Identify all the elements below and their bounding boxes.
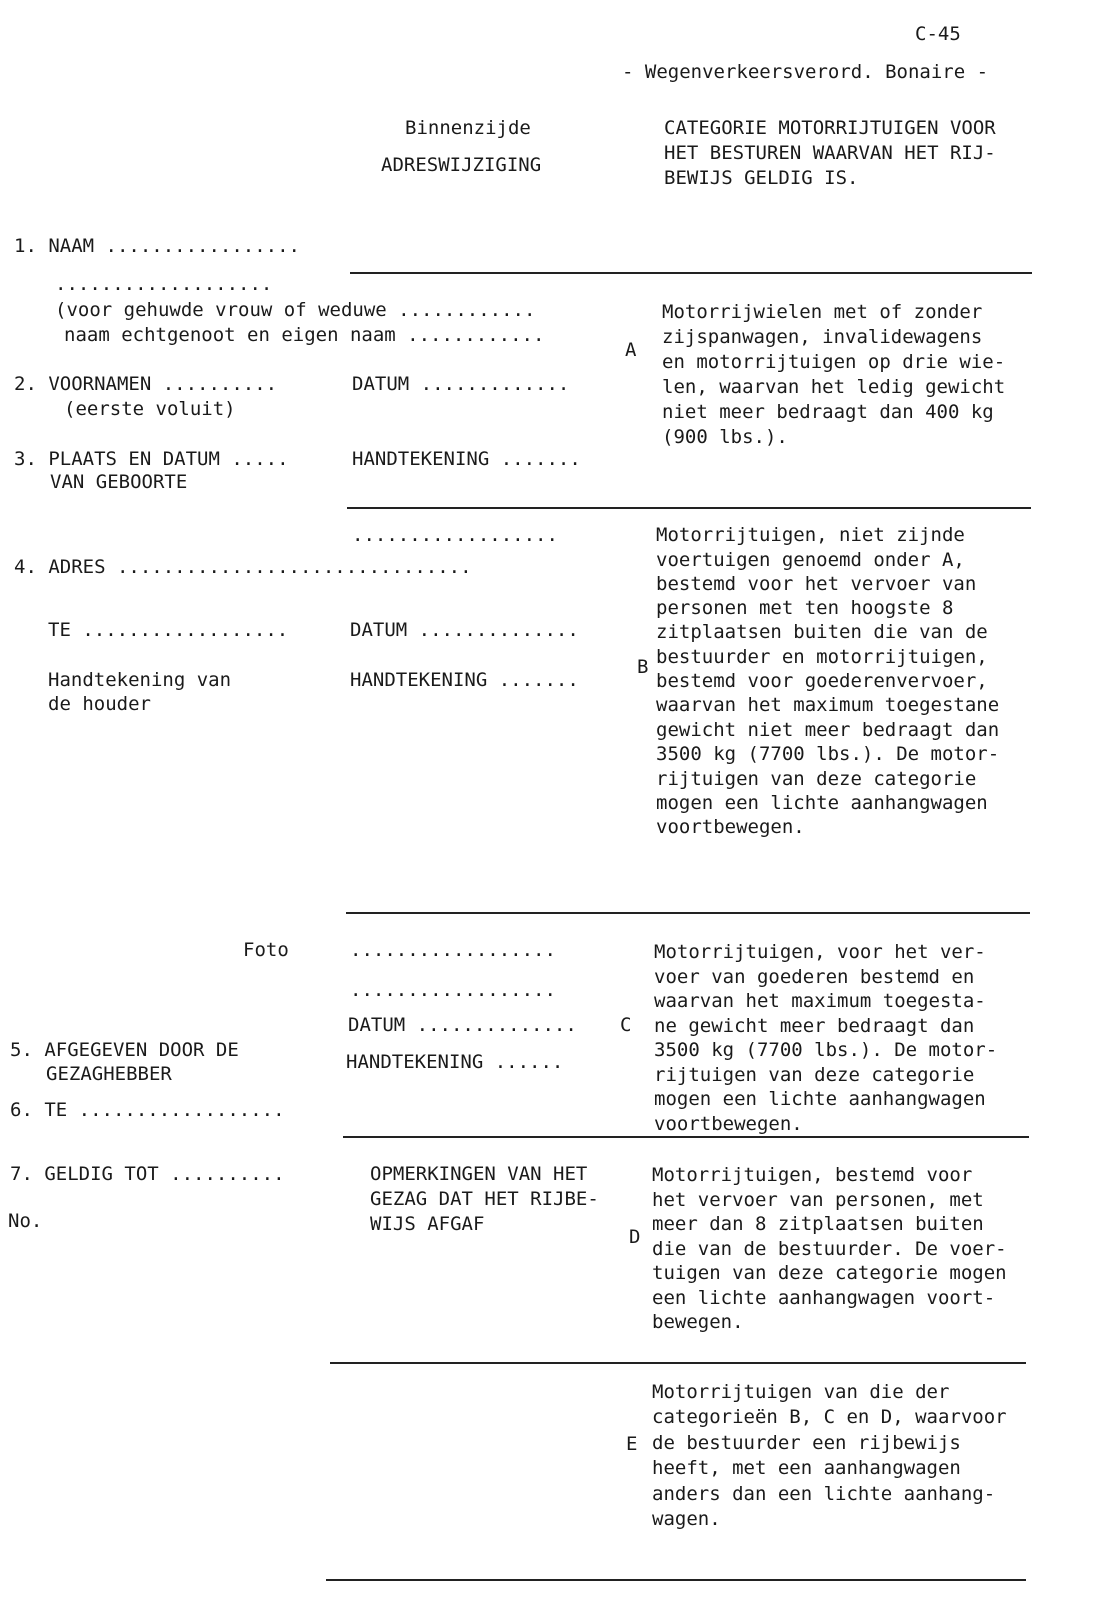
category-a-line: zijspanwagen, invalidewagens xyxy=(662,326,983,348)
divider-line xyxy=(343,1136,1029,1138)
category-letter: C xyxy=(620,1014,632,1036)
remarks-line: OPMERKINGEN VAN HET xyxy=(370,1163,588,1185)
category-b-line: voertuigen genoemd onder A, xyxy=(656,549,965,571)
category-b-line: Motorrijtuigen, niet zijnde xyxy=(656,524,965,546)
field-afgegeven: 5. AFGEGEVEN DOOR DE xyxy=(10,1039,239,1061)
divider-line xyxy=(326,1579,1026,1581)
datum-a: DATUM ............. xyxy=(352,373,570,395)
category-b-line: gewicht niet meer bedraagt dan xyxy=(656,719,1000,741)
category-b-line: voortbewegen. xyxy=(656,816,805,838)
category-d-line: meer dan 8 zitplaatsen buiten xyxy=(652,1213,984,1235)
category-a-line: len, waarvan het ledig gewicht xyxy=(662,376,1006,398)
dots-b: .................. xyxy=(352,524,558,546)
married-note: (voor gehuwde vrouw of weduwe ............ xyxy=(55,299,536,321)
category-e-line: Motorrijtuigen van die der xyxy=(652,1381,950,1403)
category-b-line: personen met ten hoogste 8 xyxy=(656,597,954,619)
category-a-line: en motorrijtuigen op drie wie- xyxy=(662,351,1006,373)
category-a-line: Motorrijwielen met of zonder xyxy=(662,301,983,323)
page-code: C-45 xyxy=(915,23,961,45)
voornamen-note: (eerste voluit) xyxy=(64,398,236,420)
category-title-line: BEWIJS GELDIG IS. xyxy=(664,167,859,189)
category-e-line: de bestuurder een rijbewijs xyxy=(652,1432,961,1454)
category-d-line: Motorrijtuigen, bestemd voor xyxy=(652,1164,973,1186)
category-title-line: CATEGORIE MOTORRIJTUIGEN VOOR xyxy=(664,117,996,139)
field-voornamen: 2. VOORNAMEN .......... xyxy=(14,373,278,395)
category-b-line: bestuurder en motorrijtuigen, xyxy=(656,646,988,668)
datum-c: DATUM .............. xyxy=(348,1014,577,1036)
dots-c: .................. xyxy=(350,979,556,1001)
category-e-line: anders dan een lichte aanhang- xyxy=(652,1483,996,1505)
address-change-title: ADRESWIJZIGING xyxy=(381,154,542,176)
field-no: No. xyxy=(8,1210,43,1232)
category-letter: B xyxy=(637,656,649,678)
field-geldig-tot: 7. GELDIG TOT .......... xyxy=(10,1163,285,1185)
category-e-line: categorieën B, C en D, waarvoor xyxy=(652,1406,1007,1428)
field-te: TE .................. xyxy=(48,619,289,641)
category-letter: D xyxy=(629,1226,641,1248)
category-e-line: wagen. xyxy=(652,1508,721,1530)
category-c-line: voortbewegen. xyxy=(654,1113,803,1135)
holder-signature-label: de houder xyxy=(48,693,151,715)
category-d-line: die van de bestuurder. De voer- xyxy=(652,1238,1007,1260)
dots-c: .................. xyxy=(350,939,556,961)
category-b-line: waarvan het maximum toegestane xyxy=(656,694,1000,716)
category-c-line: voer van goederen bestemd en xyxy=(654,966,975,988)
divider-line xyxy=(330,1362,1026,1364)
field-afgegeven: GEZAGHEBBER xyxy=(46,1063,172,1085)
category-letter: E xyxy=(626,1433,638,1455)
divider-line xyxy=(346,912,1030,914)
category-c-line: ne gewicht meer bedraagt dan xyxy=(654,1015,975,1037)
remarks-line: WIJS AFGAF xyxy=(370,1213,485,1235)
field-te-2: 6. TE .................. xyxy=(10,1099,285,1121)
handtekening-a: HANDTEKENING ....... xyxy=(352,448,581,470)
field-adres: 4. ADRES ............................... xyxy=(14,556,472,578)
category-b-line: 3500 kg (7700 lbs.). De motor- xyxy=(656,743,1000,765)
category-b-line: bestemd voor het vervoer van xyxy=(656,573,977,595)
category-d-line: het vervoer van personen, met xyxy=(652,1189,984,1211)
category-b-line: rijtuigen van deze categorie xyxy=(656,768,977,790)
category-d-line: bewegen. xyxy=(652,1311,744,1333)
category-c-line: rijtuigen van deze categorie xyxy=(654,1064,975,1086)
category-title-line: HET BESTUREN WAARVAN HET RIJ- xyxy=(664,142,996,164)
married-note: naam echtgenoot en eigen naam ............ xyxy=(64,324,545,346)
side-title: Binnenzijde xyxy=(405,117,531,139)
category-letter: A xyxy=(625,339,637,361)
datum-b: DATUM .............. xyxy=(350,619,579,641)
field-geboorte: VAN GEBOORTE xyxy=(50,471,188,493)
category-b-line: mogen een lichte aanhangwagen xyxy=(656,792,988,814)
category-c-line: waarvan het maximum toegesta- xyxy=(654,990,986,1012)
field-geboorte: 3. PLAATS EN DATUM ..... xyxy=(14,448,289,470)
holder-signature-label: Handtekening van xyxy=(48,669,232,691)
category-e-line: heeft, met een aanhangwagen xyxy=(652,1457,961,1479)
category-d-line: tuigen van deze categorie mogen xyxy=(652,1262,1007,1284)
category-b-line: bestemd voor goederenvervoer, xyxy=(656,670,988,692)
photo-label: Foto xyxy=(243,939,289,961)
regulation-title: - Wegenverkeersverord. Bonaire - xyxy=(622,61,989,83)
category-c-line: Motorrijtuigen, voor het ver- xyxy=(654,941,986,963)
category-c-line: mogen een lichte aanhangwagen xyxy=(654,1088,986,1110)
category-a-line: (900 lbs.). xyxy=(662,426,788,448)
field-naam-continuation: ................... xyxy=(55,273,273,295)
divider-line xyxy=(347,507,1031,509)
category-a-line: niet meer bedraagt dan 400 kg xyxy=(662,401,994,423)
field-naam: 1. NAAM ................. xyxy=(14,235,300,257)
remarks-line: GEZAG DAT HET RIJBE- xyxy=(370,1188,599,1210)
divider-line xyxy=(350,272,1032,274)
handtekening-b: HANDTEKENING ....... xyxy=(350,669,579,691)
category-c-line: 3500 kg (7700 lbs.). De motor- xyxy=(654,1039,998,1061)
category-b-line: zitplaatsen buiten die van de xyxy=(656,621,988,643)
handtekening-c: HANDTEKENING ...... xyxy=(346,1051,564,1073)
category-d-line: een lichte aanhangwagen voort- xyxy=(652,1287,996,1309)
